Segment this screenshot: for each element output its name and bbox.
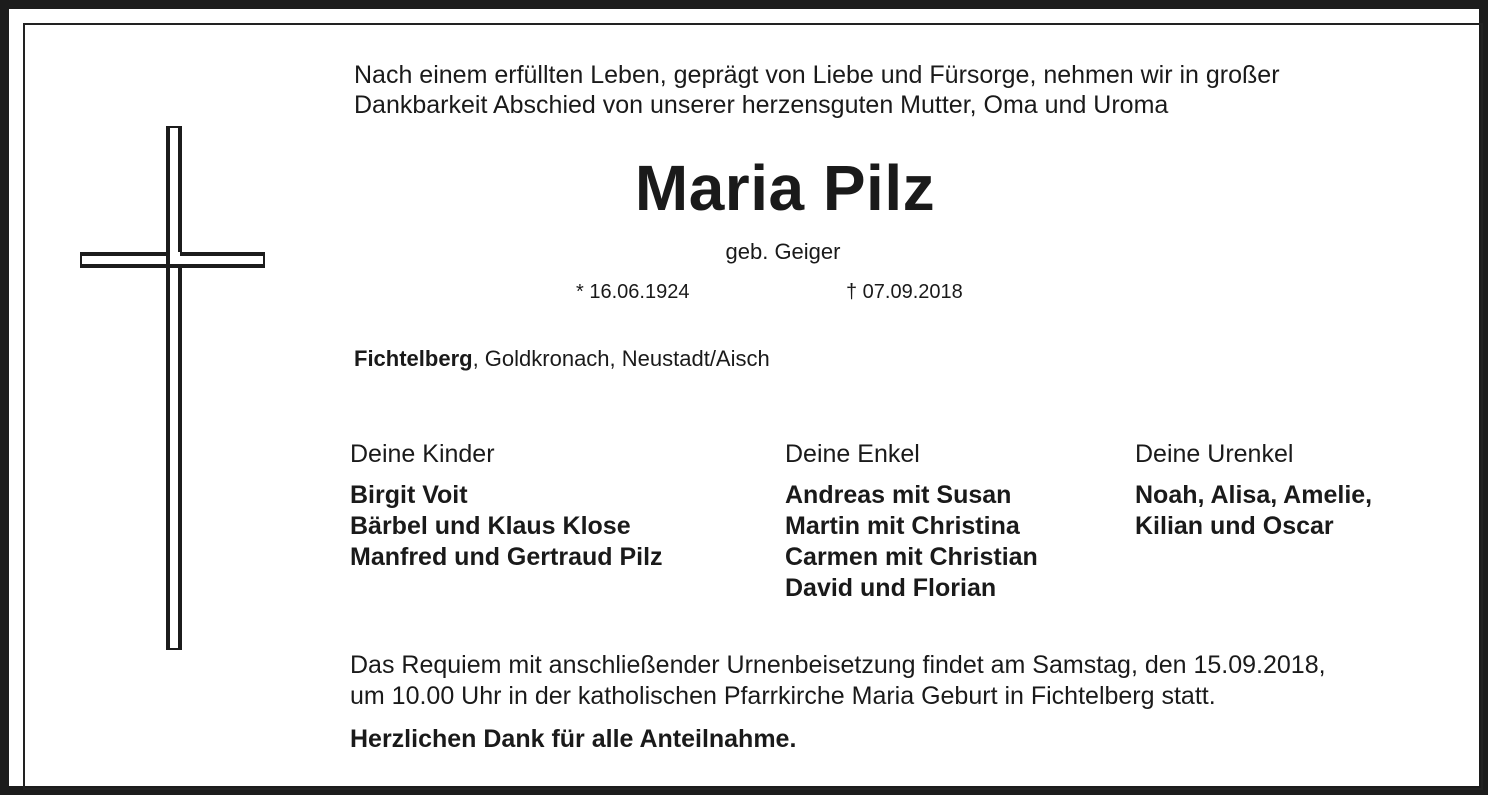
enkel-names	[785, 480, 1038, 604]
service-line-1: Das Requiem mit anschließender Urnenbeisetzung findet am Samstag, den 15.09.2018,	[350, 651, 1326, 679]
family-column-enkel	[785, 438, 1038, 604]
enkel-name: Carmen mit Christian	[785, 543, 1038, 571]
place-others: , Goldkronach, Neustadt/Aisch	[472, 346, 770, 371]
service-info	[350, 650, 1326, 712]
kinder-name: Birgit Voit	[350, 481, 468, 509]
family-column-urenkel	[1135, 438, 1372, 542]
maiden-name: geb. Geiger	[725, 239, 841, 264]
enkel-name: Andreas mit Susan	[785, 481, 1012, 509]
family-column-kinder	[350, 438, 663, 573]
deceased-name: Maria Pilz	[634, 152, 936, 224]
urenkel-names	[1135, 480, 1372, 542]
enkel-heading: Deine Enkel	[785, 440, 920, 468]
kinder-names	[350, 480, 663, 573]
place-primary: Fichtelberg	[354, 346, 473, 371]
birth-date: * 16.06.1924	[576, 281, 690, 303]
urenkel-name: Kilian und Oscar	[1135, 512, 1334, 540]
death-date: † 07.09.2018	[846, 281, 963, 303]
places-line	[354, 345, 770, 373]
service-line-2: um 10.00 Uhr in der katholischen Pfarrkirche Maria Geburt in Fichtelberg statt.	[350, 682, 1216, 710]
enkel-name: Martin mit Christina	[785, 512, 1020, 540]
intro-text	[354, 60, 1280, 120]
kinder-name: Manfred und Gertraud Pilz	[350, 543, 663, 571]
thanks-line: Herzlichen Dank für alle Anteilnahme.	[350, 725, 797, 753]
urenkel-name: Noah, Alisa, Amelie,	[1135, 481, 1373, 509]
intro-line-1: Nach einem erfüllten Leben, geprägt von Liebe und Fürsorge, nehmen wir in großer	[354, 61, 1280, 89]
intro-line-2: Dankbarkeit Abschied von unserer herzensguten Mutter, Oma und Uroma	[354, 91, 1169, 119]
kinder-heading: Deine Kinder	[350, 440, 495, 468]
enkel-name: David und Florian	[785, 574, 997, 602]
urenkel-heading: Deine Urenkel	[1135, 440, 1294, 468]
kinder-name: Bärbel und Klaus Klose	[350, 512, 631, 540]
